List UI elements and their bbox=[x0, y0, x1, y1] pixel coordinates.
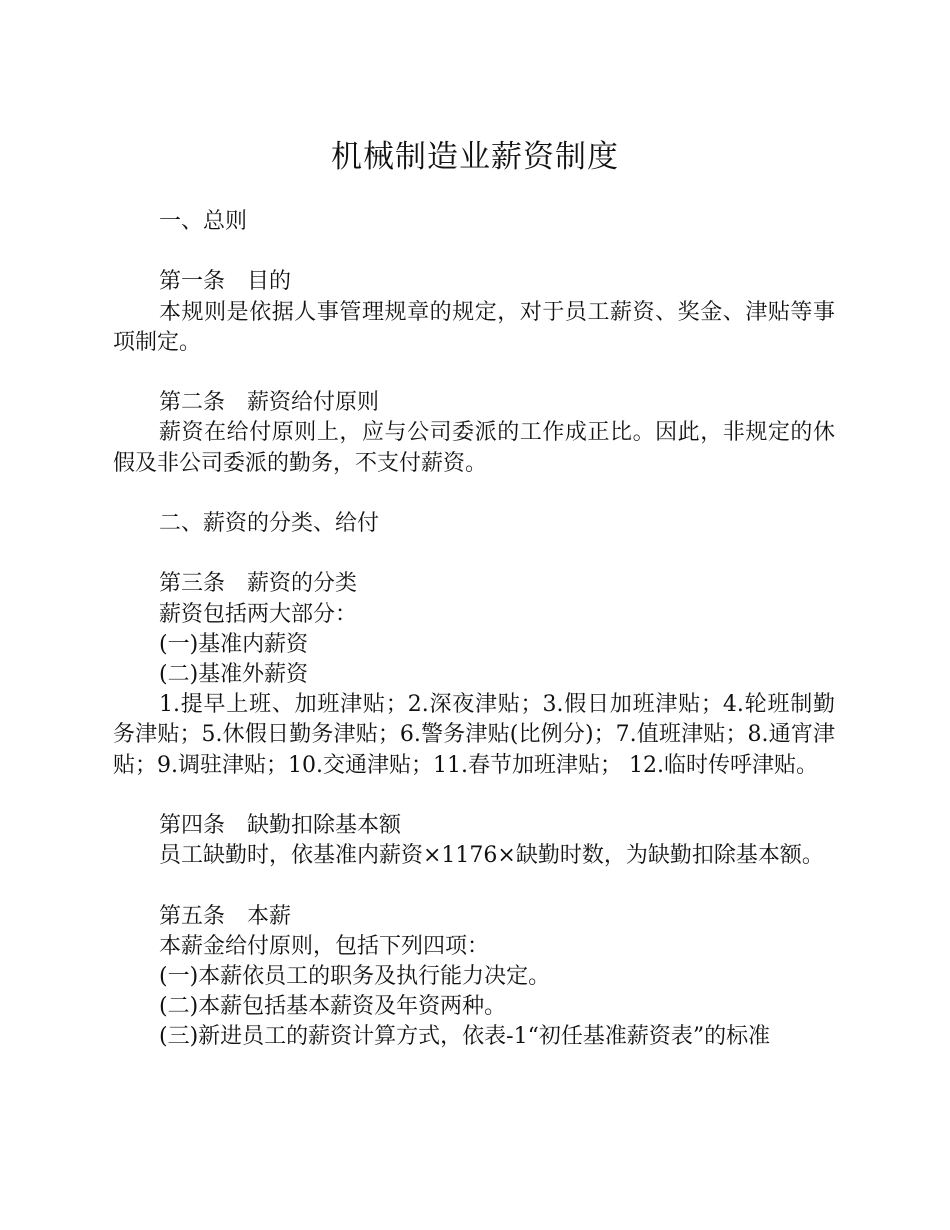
article-3-item-1: (一)基准内薪资 bbox=[159, 631, 309, 657]
article-5-intro: 本薪金给付原则，包括下列四项： bbox=[159, 933, 490, 959]
article-3-item-2: (二)基准外薪资 bbox=[159, 661, 309, 687]
article-1-title: 第一条 目的 bbox=[159, 269, 292, 295]
article-5-item-3: (三)新进员工的薪资计算方式，依表-1“初任基准薪资表”的标准 bbox=[159, 1024, 771, 1050]
article-5-item-2: (二)本薪包括基本薪资及年资两种。 bbox=[159, 994, 507, 1020]
article-2-title: 第二条 薪资给付原则 bbox=[159, 390, 380, 416]
paragraph-gap bbox=[113, 781, 835, 811]
paragraph-gap bbox=[113, 871, 835, 901]
paragraph-gap bbox=[113, 539, 835, 569]
paragraph-gap bbox=[113, 237, 835, 267]
article-3-intro: 薪资包括两大部分： bbox=[159, 601, 358, 627]
article-5-item-1: (一)本薪依员工的职务及执行能力决定。 bbox=[159, 963, 551, 989]
paragraph-gap bbox=[113, 358, 835, 388]
article-4-text: 员工缺勤时，依基准内薪资×1176×缺勤时数，为缺勤扣除基本额。 bbox=[159, 843, 824, 869]
paragraph-gap bbox=[113, 479, 835, 509]
article-2-text: 薪资在给付原则上，应与公司委派的工作成正比。因此，非规定的休假及非公司委派的勤务，不支付薪资。 bbox=[113, 420, 835, 476]
article-3-text: 1.提早上班、加班津贴；2.深夜津贴；3.假日加班津贴；4.轮班制勤务津贴；5.休假日勤务津贴；6.警务津贴(比例分)；7.值班津贴；8.通宵津贴；9.调驻津贴；10.交通津贴；11.春节加班津贴； 12.临时传呼津贴。 bbox=[113, 692, 835, 778]
article-1-text: 本规则是依据人事管理规章的规定，对于员工薪资、奖金、津贴等事项制定。 bbox=[113, 299, 835, 355]
page-title: 机械制造业薪资制度 bbox=[331, 139, 619, 175]
article-4-title: 第四条 缺勤扣除基本额 bbox=[159, 812, 402, 838]
section-heading-general: 一、总则 bbox=[159, 209, 248, 234]
document-body bbox=[113, 207, 835, 1053]
article-5-title: 第五条 本薪 bbox=[159, 903, 292, 929]
section-heading-salary: 二、薪资的分类、给付 bbox=[159, 510, 380, 536]
article-3-title: 第三条 薪资的分类 bbox=[159, 571, 358, 597]
